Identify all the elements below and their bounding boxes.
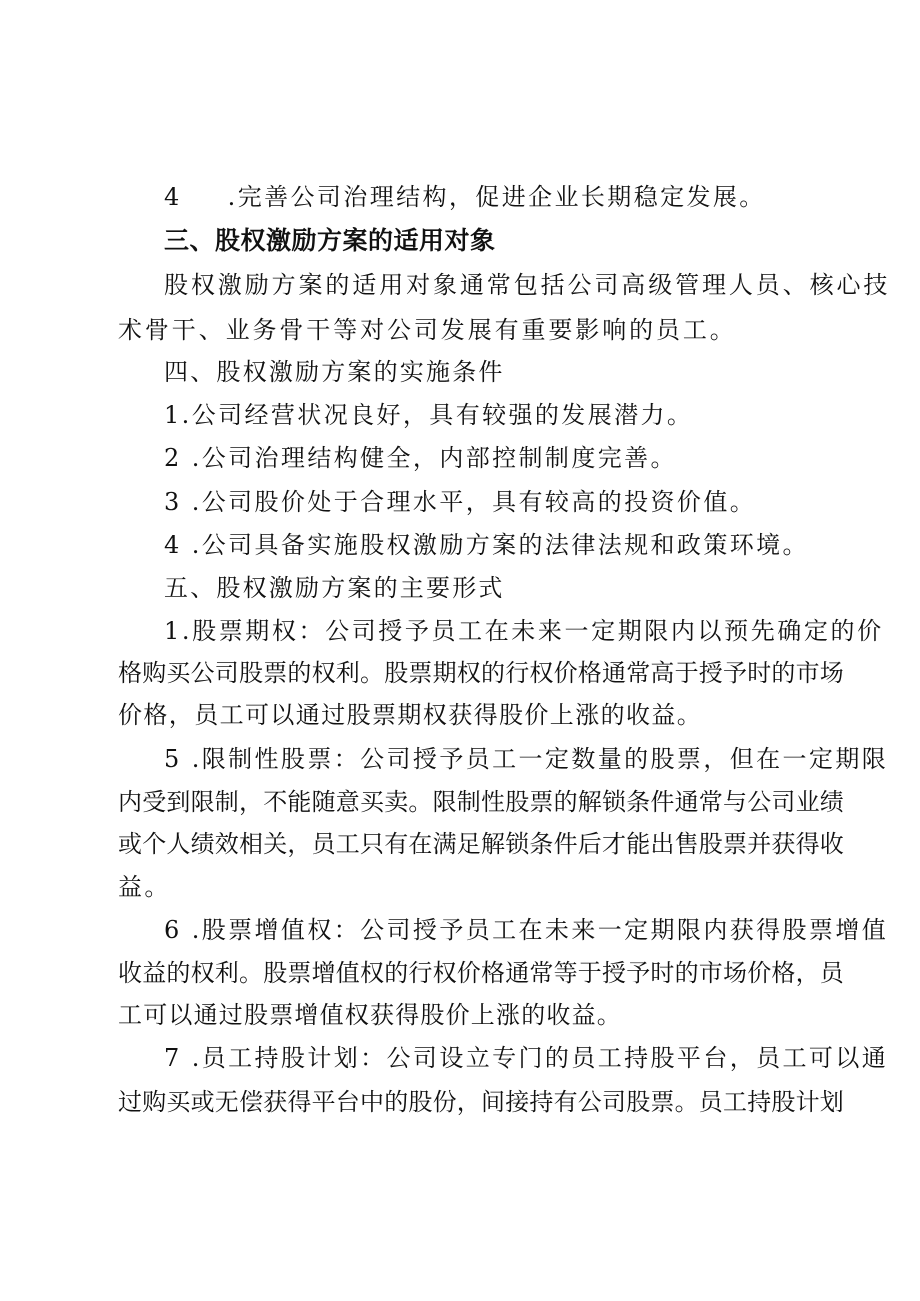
paragraph-line: 过购买或无偿获得平台中的股份，间接持有公司股票。员工持股计划 xyxy=(118,1088,844,1116)
list-item: 2 .公司治理结构健全，内部控制制度完善。 xyxy=(164,444,677,472)
paragraph-line: 格购买公司股票的权利。股票期权的行权价格通常高于授予时的市场 xyxy=(118,659,844,687)
list-item: 3 .公司股价处于合理水平，具有较高的投资价值。 xyxy=(164,488,757,516)
paragraph-line: 价格，员工可以通过股票期权获得股价上涨的收益。 xyxy=(118,701,703,729)
list-item: 4 .公司具备实施股权激励方案的法律法规和政策环境。 xyxy=(164,531,809,559)
paragraph-line: 股权激励方案的适用对象通常包括公司高级管理人员、核心技 xyxy=(164,271,891,299)
paragraph-line: 7 .员工持股计划：公司设立专门的员工持股平台，员工可以通 xyxy=(164,1044,889,1072)
list-item: 1.公司经营状况良好，具有较强的发展潜力。 xyxy=(164,401,694,429)
paragraph-line: 5 .限制性股票：公司授予员工一定数量的股票，但在一定期限 xyxy=(164,745,889,773)
item-number: 4 xyxy=(164,183,182,211)
paragraph-line: 或个人绩效相关，员工只有在满足解锁条件后才能出售股票并获得收 xyxy=(118,830,844,858)
list-item xyxy=(164,182,766,212)
paragraph-line: 益。 xyxy=(118,873,171,901)
paragraph-line: 收益的权利。股票增值权的行权价格通常等于授予时的市场价格，员 xyxy=(118,959,844,987)
section-heading: 五、股权激励方案的主要形式 xyxy=(164,574,505,602)
paragraph-line: 内受到限制，不能随意买卖。限制性股票的解锁条件通常与公司业绩 xyxy=(118,788,844,816)
section-heading: 四、股权激励方案的实施条件 xyxy=(164,358,505,386)
paragraph-line: 1.股票期权：公司授予员工在未来一定期限内以预先确定的价 xyxy=(164,617,884,645)
paragraph-line: 6 .股票增值权：公司授予员工在未来一定期限内获得股票增值 xyxy=(164,916,889,944)
section-heading: 三、股权激励方案的适用对象 xyxy=(164,226,496,255)
item-text: .完善公司治理结构，促进企业长期稳定发展。 xyxy=(227,183,766,211)
paragraph-line: 工可以通过股票增值权获得股价上涨的收益。 xyxy=(118,1001,622,1029)
paragraph-line: 术骨干、业务骨干等对公司发展有重要影响的员工。 xyxy=(118,316,737,344)
